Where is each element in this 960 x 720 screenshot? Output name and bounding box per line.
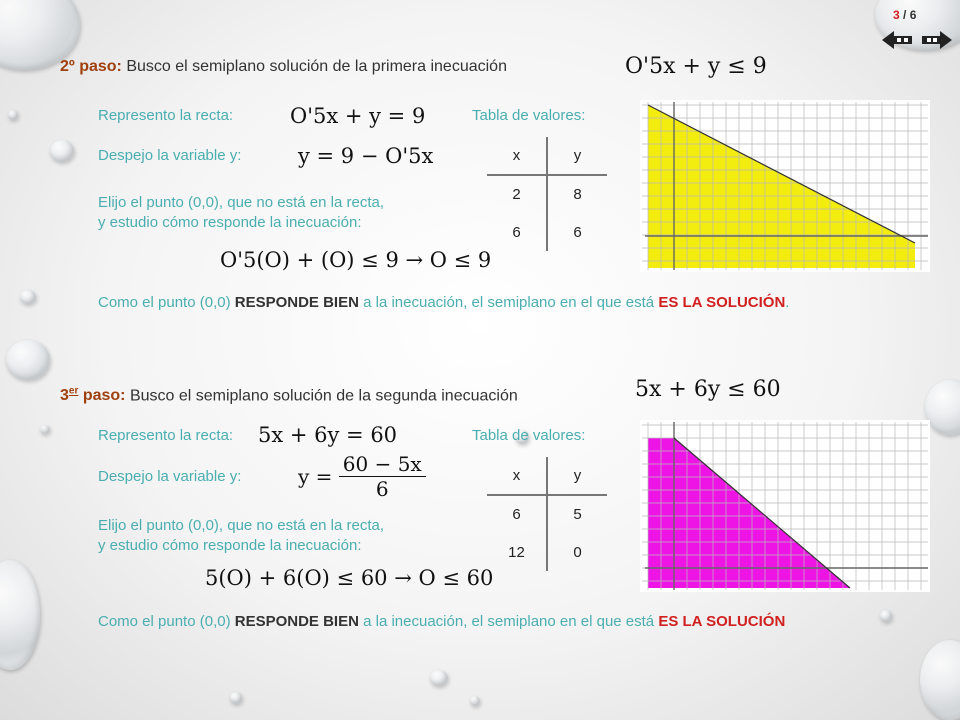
- step3-check-equation: 5(O) + 6(O) ≤ 60 → O ≤ 60: [205, 566, 494, 590]
- step2-table-label: Tabla de valores:: [472, 107, 586, 124]
- step3-conclusion-part1: Como el punto (0,0): [98, 613, 231, 630]
- step3-heading: [60, 386, 518, 405]
- table-cell: 2: [487, 175, 547, 213]
- step2-conclusion-end: .: [785, 294, 790, 311]
- step3-isolated-equation: [298, 452, 426, 501]
- table-header-row: [487, 137, 607, 175]
- step2-heading: [60, 58, 507, 76]
- step2-label: 2º paso:: [60, 58, 122, 75]
- step3-table-label: Tabla de valores:: [472, 427, 586, 444]
- step3-line-equation: 5x + 6y = 60: [258, 423, 398, 447]
- step3-represent-label: Represento la recta:: [98, 427, 234, 444]
- step3-conclusion: [98, 613, 785, 630]
- step2-isolate-label: Despejo la variable y:: [98, 147, 242, 164]
- decorative-drop: [925, 380, 960, 435]
- table-row: [487, 213, 607, 251]
- decorative-drop: [6, 340, 50, 380]
- step3-conclusion-red: ES LA SOLUCIÓN: [658, 613, 786, 630]
- current-page: 3: [893, 8, 900, 22]
- step3-isolate-label: Despejo la variable y:: [98, 468, 242, 485]
- step2-values-table: [487, 137, 607, 251]
- table-cell: 0: [573, 543, 582, 561]
- step3-label-sup: er: [68, 386, 79, 397]
- page-number: [893, 8, 916, 22]
- step2-point-text-line2: y estudio cómo responde la inecuación:: [98, 214, 362, 231]
- page-separator: /: [903, 8, 907, 22]
- prev-slide-button[interactable]: [880, 30, 914, 50]
- decorative-drop: [8, 110, 18, 120]
- table-cell: 6: [573, 223, 582, 241]
- table-header-y: y: [547, 137, 607, 175]
- step3-label-num: 3: [60, 387, 69, 405]
- arrow-right-icon: [920, 30, 954, 50]
- step2-graph: [640, 100, 930, 272]
- step3-point-text-line2: y estudio cómo responde la inecuación:: [98, 537, 362, 554]
- step2-represent-label: Represento la recta:: [98, 107, 234, 124]
- step2-conclusion: [98, 294, 789, 311]
- step3-graph: [640, 420, 930, 592]
- next-slide-button[interactable]: [920, 30, 954, 50]
- decorative-drop: [20, 290, 36, 304]
- table-cell: 6: [487, 495, 547, 533]
- decorative-drop: [920, 640, 960, 720]
- table-cell: 6: [487, 213, 547, 251]
- table-header-row: [487, 457, 607, 495]
- step3-values-table: [487, 457, 607, 571]
- step2-point-text: [98, 193, 384, 233]
- step2-isolated-equation: y = 9 − O'5x: [298, 144, 434, 168]
- step2-conclusion-part1: Como el punto (0,0): [98, 294, 231, 311]
- table-cell: 5: [573, 506, 582, 523]
- total-pages: 6: [909, 8, 917, 22]
- step3-title: Busco el semiplano solución de la segunda inecuación: [129, 387, 518, 405]
- step2-conclusion-bold: RESPONDE BIEN: [234, 294, 359, 311]
- step3-point-text: [98, 516, 384, 556]
- step3-fraction-denominator: 6: [375, 477, 389, 501]
- step3-conclusion-bold: RESPONDE BIEN: [234, 613, 359, 630]
- step2-point-text-line1: Elijo el punto (0,0), que no está en la recta,: [98, 194, 385, 211]
- table-row: [487, 495, 607, 533]
- decorative-drop: [0, 560, 40, 670]
- table-header-x: x: [487, 457, 547, 495]
- decorative-drop: [230, 692, 242, 704]
- arrow-left-icon: [880, 30, 914, 50]
- step2-line-equation: O'5x + y = 9: [290, 104, 426, 128]
- step3-fraction-numerator: 60 − 5x: [339, 452, 426, 477]
- decorative-drop: [470, 696, 480, 706]
- step2-conclusion-part2: a la inecuación, el semiplano en el que está: [363, 294, 655, 311]
- step2-inequality: O'5x + y ≤ 9: [625, 54, 767, 79]
- step3-conclusion-part2: a la inecuación, el semiplano en el que está: [363, 613, 655, 630]
- table-row: [487, 533, 607, 571]
- decorative-drop: [430, 670, 448, 686]
- table-header-x: x: [487, 137, 547, 175]
- table-row: [487, 175, 607, 213]
- table-header-y: y: [547, 457, 607, 495]
- step2-conclusion-red: ES LA SOLUCIÓN: [658, 294, 786, 311]
- step2-check-equation: O'5(O) + (O) ≤ 9 → O ≤ 9: [220, 248, 492, 272]
- table-cell: 12: [487, 533, 547, 571]
- decorative-drop: [50, 140, 74, 162]
- table-cell: 8: [573, 186, 582, 203]
- step3-fraction: [339, 452, 426, 501]
- step3-inequality: 5x + 6y ≤ 60: [635, 377, 781, 402]
- decorative-drop: [880, 610, 892, 622]
- step3-isolated-lhs: y =: [298, 464, 333, 489]
- step3-label-rest: paso:: [82, 387, 126, 405]
- step2-title: Busco el semiplano solución de la primera inecuación: [126, 58, 507, 75]
- step3-point-text-line1: Elijo el punto (0,0), que no está en la recta,: [98, 517, 385, 534]
- decorative-drop: [40, 425, 50, 434]
